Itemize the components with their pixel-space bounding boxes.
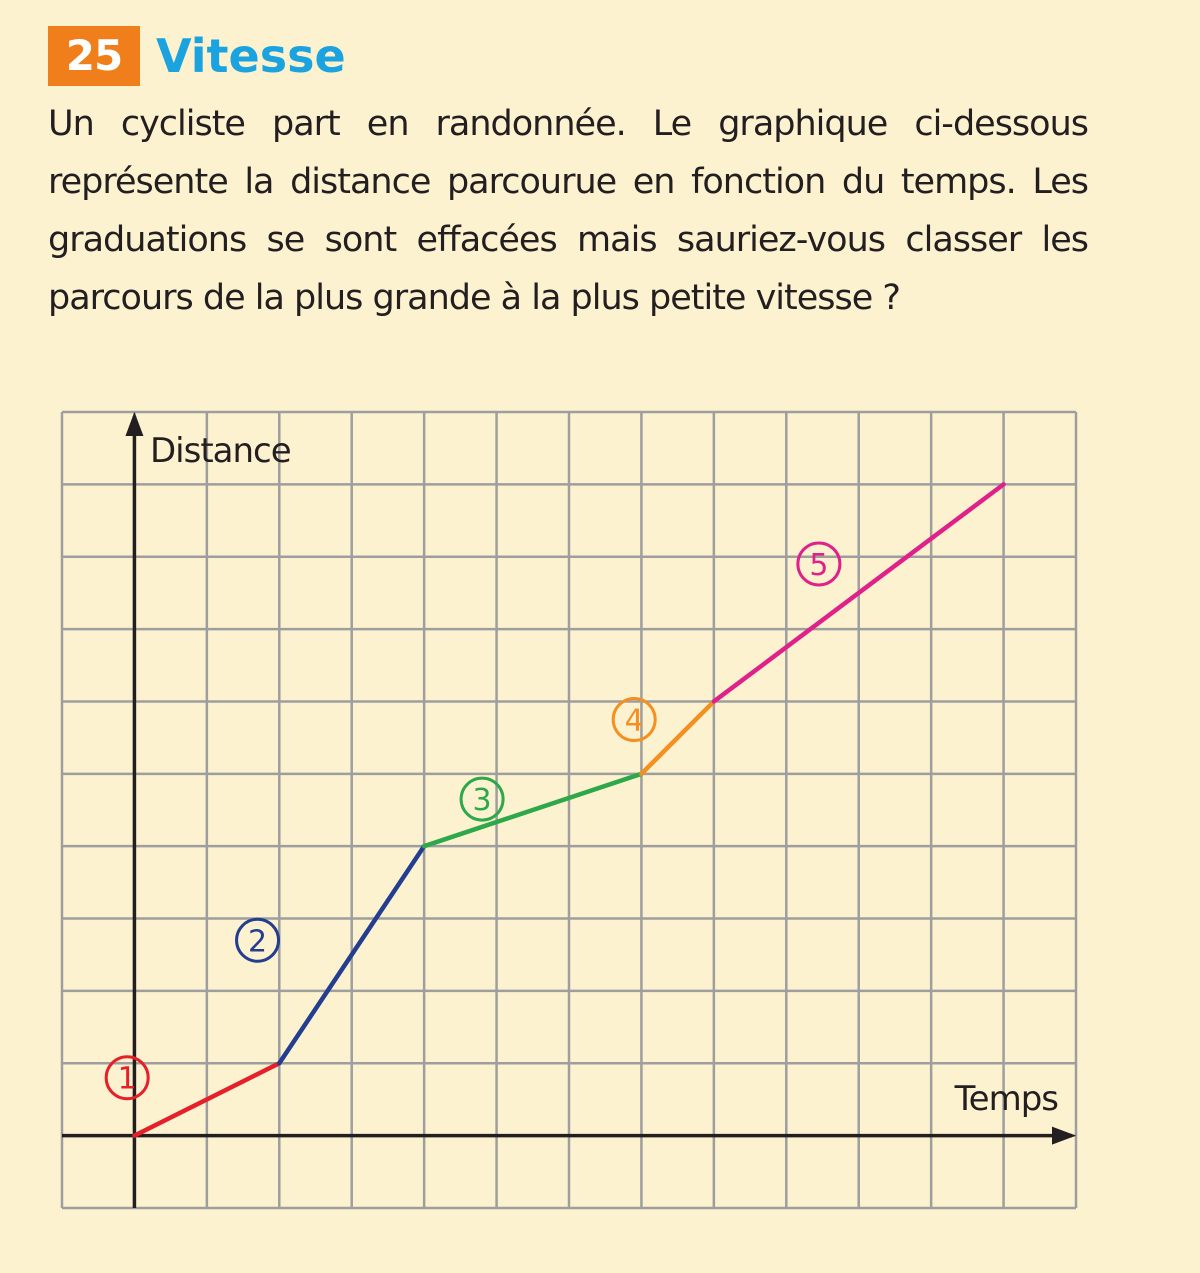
x-axis-arrow-icon: [1052, 1127, 1076, 1145]
series-line-3: [424, 774, 641, 846]
series-line-4: [641, 701, 713, 773]
y-axis-arrow-icon: [125, 412, 143, 436]
series-label-5: 5: [809, 547, 829, 583]
exercise-statement: Un cycliste part en randonnée. Le graphique ci-dessous représente la distance parcourue en fonction du temps. Les graduations se sont effacées mais sauriez-vous classer les parcours de la plus grande à la plus petite vitesse ?: [48, 104, 1088, 318]
chart-grid: [62, 412, 1076, 1208]
exercise-title: Vitesse: [156, 29, 346, 83]
series-label-3: 3: [472, 783, 492, 819]
x-axis-label: Temps: [954, 1079, 1058, 1119]
exercise-number-badge: 25: [48, 26, 140, 86]
chart-series-labels: [106, 543, 840, 1099]
series-label-2: 2: [248, 924, 268, 960]
y-axis-label: Distance: [150, 431, 291, 471]
series-label-4: 4: [624, 703, 644, 739]
series-label-1: 1: [117, 1061, 137, 1097]
